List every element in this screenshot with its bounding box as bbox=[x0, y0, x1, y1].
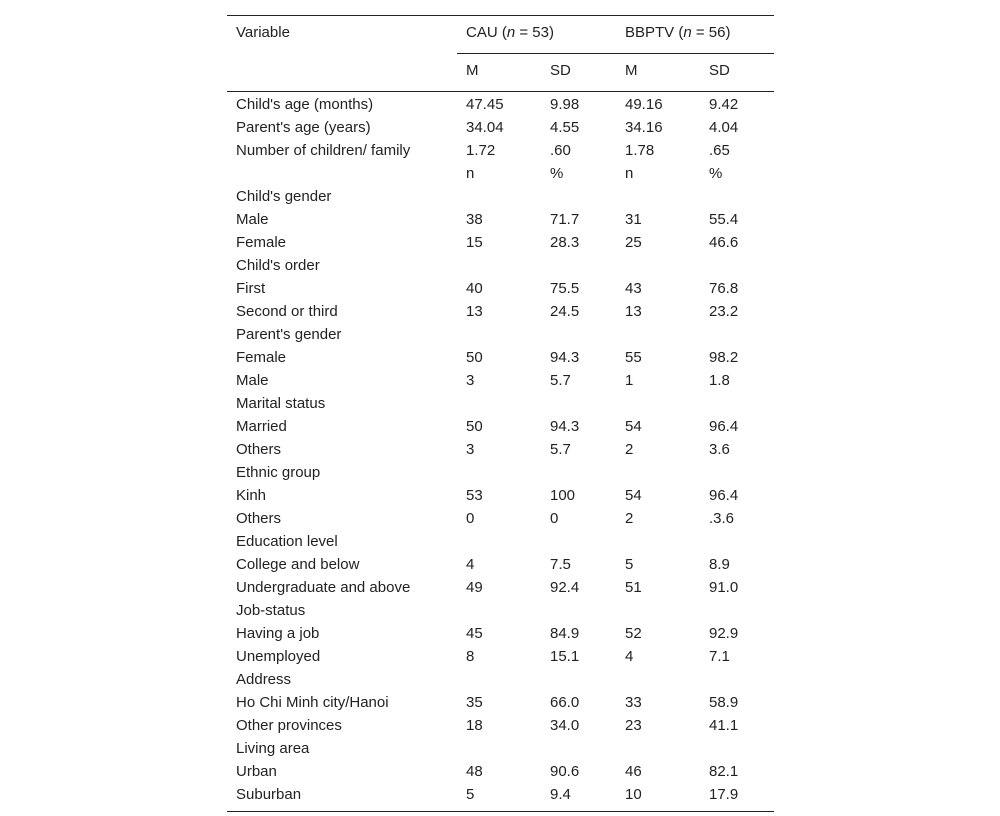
bbptv-mean-cell: 43 bbox=[625, 280, 642, 297]
cau-mean-cell: 4 bbox=[466, 556, 475, 573]
bbptv-sd-cell: 96.4 bbox=[709, 487, 739, 504]
bbptv-mean-cell: 2 bbox=[625, 441, 634, 458]
bbptv-mean-cell: 49.16 bbox=[625, 96, 663, 113]
bbptv-mean-cell: 52 bbox=[625, 625, 642, 642]
cau-mean-cell bbox=[457, 530, 541, 553]
table-row bbox=[227, 208, 774, 231]
bbptv-sd-cell bbox=[700, 323, 774, 346]
cau-sd-cell: 24.5 bbox=[550, 303, 580, 320]
cau-sd-cell: .60 bbox=[550, 142, 571, 159]
table-row bbox=[227, 691, 774, 714]
cau-mean-cell: 49 bbox=[466, 579, 483, 596]
table-row bbox=[227, 530, 774, 553]
cau-sd-cell: 9.98 bbox=[550, 96, 580, 113]
bbptv-sd-cell: 4.04 bbox=[709, 119, 739, 136]
bbptv-mean-cell bbox=[616, 323, 700, 346]
variable-cell: Female bbox=[236, 349, 287, 366]
variable-cell: Male bbox=[236, 372, 269, 389]
table-row bbox=[227, 714, 774, 737]
table-row bbox=[227, 323, 774, 346]
cau-mean-cell: 53 bbox=[466, 487, 483, 504]
demographics-table-container bbox=[227, 15, 774, 812]
cau-mean-cell: 3 bbox=[466, 372, 475, 389]
bbptv-sd-cell bbox=[700, 599, 774, 622]
cau-mean-cell bbox=[457, 737, 541, 760]
variable-cell: Female bbox=[236, 234, 287, 251]
cau-sd-cell: 28.3 bbox=[550, 234, 580, 251]
variable-cell: Address bbox=[236, 671, 292, 688]
cau-sd-cell: 84.9 bbox=[550, 625, 580, 642]
cau-mean-cell: 13 bbox=[466, 303, 483, 320]
table-row bbox=[227, 576, 774, 599]
bbptv-mean-cell: 46 bbox=[625, 763, 642, 780]
table-row bbox=[227, 645, 774, 668]
variable-cell: Child's age (months) bbox=[236, 96, 374, 113]
cau-mean-cell: 18 bbox=[466, 717, 483, 734]
bbptv-mean-cell: 10 bbox=[616, 783, 700, 812]
bbptv-sd-cell: 91.0 bbox=[709, 579, 739, 596]
table-row bbox=[227, 300, 774, 323]
variable-cell: Undergraduate and above bbox=[236, 579, 411, 596]
table-row bbox=[227, 92, 774, 117]
cau-sd-cell bbox=[541, 599, 616, 622]
header-row-stats bbox=[227, 54, 774, 92]
table-row bbox=[227, 369, 774, 392]
table-row bbox=[227, 599, 774, 622]
bbptv-sd-cell: 9.42 bbox=[709, 96, 739, 113]
cau-sd-cell bbox=[541, 254, 616, 277]
variable-cell: Unemployed bbox=[236, 648, 321, 665]
bbptv-mean-cell: 4 bbox=[625, 648, 634, 665]
cau-sd-cell: 90.6 bbox=[550, 763, 580, 780]
table-row bbox=[227, 484, 774, 507]
cau-sd-cell bbox=[541, 392, 616, 415]
variable-cell: College and below bbox=[236, 556, 360, 573]
cau-mean-cell: 35 bbox=[466, 694, 483, 711]
cau-sd-cell bbox=[541, 668, 616, 691]
bbptv-mean-cell: 25 bbox=[625, 234, 642, 251]
bbptv-mean-cell bbox=[616, 599, 700, 622]
cau-sd-cell: 94.3 bbox=[550, 349, 580, 366]
bbptv-sd-cell: 8.9 bbox=[709, 556, 730, 573]
cau-sd-cell: 7.5 bbox=[550, 556, 571, 573]
bbptv-mean-cell bbox=[616, 254, 700, 277]
table-row bbox=[227, 461, 774, 484]
bbptv-mean-cell: 51 bbox=[625, 579, 642, 596]
variable-cell: Parent's gender bbox=[236, 326, 342, 343]
cau-mean-cell: 45 bbox=[466, 625, 483, 642]
variable-cell: Other provinces bbox=[236, 717, 342, 734]
cau-sd-cell: % bbox=[550, 165, 564, 182]
table-row bbox=[227, 185, 774, 208]
table-row bbox=[227, 346, 774, 369]
cau-sd-cell: 15.1 bbox=[550, 648, 580, 665]
cau-mean-cell: 47.45 bbox=[466, 96, 504, 113]
table-row bbox=[227, 116, 774, 139]
variable-cell: Second or third bbox=[236, 303, 338, 320]
bbptv-mean-cell bbox=[616, 392, 700, 415]
variable-cell: Marital status bbox=[236, 395, 326, 412]
cau-sd-cell: 4.55 bbox=[550, 119, 580, 136]
cau-mean-header: M bbox=[457, 54, 541, 92]
bbptv-mean-cell: 54 bbox=[625, 487, 642, 504]
cau-mean-cell: 1.72 bbox=[466, 142, 496, 159]
table-row bbox=[227, 162, 774, 185]
bbptv-sd-cell: 41.1 bbox=[709, 717, 739, 734]
cau-sd-cell: 5.7 bbox=[550, 372, 571, 389]
cau-sd-cell: 100 bbox=[550, 487, 576, 504]
cau-sd-cell: 5.7 bbox=[550, 441, 571, 458]
bbptv-sd-cell bbox=[700, 392, 774, 415]
cau-mean-cell bbox=[457, 599, 541, 622]
bbptv-sd-cell: 17.9 bbox=[700, 783, 774, 812]
variable-cell: Having a job bbox=[236, 625, 320, 642]
header-row-groups bbox=[227, 16, 774, 54]
bbptv-sd-cell: 1.8 bbox=[709, 372, 730, 389]
variable-cell: Married bbox=[236, 418, 287, 435]
cau-sd-cell: 75.5 bbox=[550, 280, 580, 297]
variable-cell: Child's order bbox=[236, 257, 320, 274]
bbptv-mean-cell: n bbox=[625, 165, 634, 182]
variable-cell: First bbox=[236, 280, 266, 297]
bbptv-sd-cell: % bbox=[709, 165, 723, 182]
cau-mean-cell: 38 bbox=[466, 211, 483, 228]
cau-sd-cell: 34.0 bbox=[550, 717, 580, 734]
bbptv-sd-cell: 96.4 bbox=[709, 418, 739, 435]
bbptv-mean-cell bbox=[616, 668, 700, 691]
variable-header: Variable bbox=[227, 16, 457, 54]
table-row bbox=[227, 507, 774, 530]
variable-cell: Male bbox=[236, 211, 269, 228]
bbptv-mean-cell: 55 bbox=[625, 349, 642, 366]
bbptv-mean-cell: 1.78 bbox=[625, 142, 655, 159]
cau-sd-header: SD bbox=[541, 54, 616, 92]
table-row bbox=[227, 415, 774, 438]
bbptv-mean-cell: 33 bbox=[625, 694, 642, 711]
cau-group-header: CAU (n = 53) bbox=[457, 16, 616, 54]
bbptv-mean-cell: 31 bbox=[625, 211, 642, 228]
bbptv-sd-cell bbox=[700, 668, 774, 691]
cau-mean-cell bbox=[457, 392, 541, 415]
table-row bbox=[227, 737, 774, 760]
cau-sd-cell: 92.4 bbox=[550, 579, 580, 596]
variable-cell: Suburban bbox=[227, 783, 457, 812]
variable-cell bbox=[227, 162, 457, 185]
variable-cell: Others bbox=[236, 510, 282, 527]
bbptv-sd-header: SD bbox=[700, 54, 774, 92]
variable-cell: Others bbox=[236, 441, 282, 458]
bbptv-sd-cell: 23.2 bbox=[709, 303, 739, 320]
bbptv-mean-header: M bbox=[616, 54, 700, 92]
cau-mean-cell: 34.04 bbox=[466, 119, 504, 136]
cau-mean-cell: 5 bbox=[457, 783, 541, 812]
variable-cell: Education level bbox=[236, 533, 338, 550]
bbptv-mean-cell bbox=[616, 185, 700, 208]
table-row bbox=[227, 553, 774, 576]
cau-sd-cell: 71.7 bbox=[550, 211, 580, 228]
cau-sd-cell: 94.3 bbox=[550, 418, 580, 435]
cau-sd-cell bbox=[541, 185, 616, 208]
bbptv-mean-cell: 34.16 bbox=[625, 119, 663, 136]
cau-sd-cell: 9.4 bbox=[541, 783, 616, 812]
table-body bbox=[227, 92, 774, 812]
variable-cell: Parent's age (years) bbox=[236, 119, 371, 136]
table-row bbox=[227, 277, 774, 300]
cau-sd-cell bbox=[541, 323, 616, 346]
bbptv-mean-cell bbox=[616, 737, 700, 760]
bbptv-mean-cell: 1 bbox=[625, 372, 634, 389]
bbptv-sd-cell bbox=[700, 461, 774, 484]
bbptv-mean-cell: 54 bbox=[625, 418, 642, 435]
table-row bbox=[227, 392, 774, 415]
variable-cell: Ethnic group bbox=[236, 464, 321, 481]
bbptv-mean-cell bbox=[616, 461, 700, 484]
cau-mean-cell: 0 bbox=[466, 510, 475, 527]
cau-sd-cell bbox=[541, 530, 616, 553]
table-row bbox=[227, 783, 774, 812]
cau-sd-cell: 0 bbox=[550, 510, 559, 527]
variable-cell: Job-status bbox=[236, 602, 306, 619]
bbptv-group-header: BBPTV (n = 56) bbox=[616, 16, 774, 54]
demographics-table bbox=[227, 15, 774, 812]
variable-cell: Living area bbox=[236, 740, 310, 757]
cau-mean-cell: 40 bbox=[466, 280, 483, 297]
bbptv-sd-cell: 55.4 bbox=[709, 211, 739, 228]
table-row bbox=[227, 622, 774, 645]
bbptv-sd-cell: 58.9 bbox=[709, 694, 739, 711]
variable-cell: Urban bbox=[236, 763, 277, 780]
variable-cell: Number of children/ family bbox=[236, 142, 411, 159]
variable-cell: Kinh bbox=[236, 487, 267, 504]
bbptv-sd-cell: .65 bbox=[709, 142, 730, 159]
table-row bbox=[227, 231, 774, 254]
bbptv-mean-cell: 2 bbox=[625, 510, 634, 527]
cau-mean-cell bbox=[457, 323, 541, 346]
table-row bbox=[227, 254, 774, 277]
cau-sd-cell bbox=[541, 737, 616, 760]
bbptv-sd-cell bbox=[700, 530, 774, 553]
cau-mean-cell: 3 bbox=[466, 441, 475, 458]
cau-mean-cell: 15 bbox=[466, 234, 483, 251]
variable-cell: Ho Chi Minh city/Hanoi bbox=[236, 694, 389, 711]
bbptv-sd-cell bbox=[700, 185, 774, 208]
cau-sd-cell bbox=[541, 461, 616, 484]
table-row bbox=[227, 438, 774, 461]
cau-mean-cell: n bbox=[466, 165, 475, 182]
bbptv-sd-cell bbox=[700, 737, 774, 760]
cau-mean-cell: 48 bbox=[466, 763, 483, 780]
table-row bbox=[227, 760, 774, 783]
bbptv-sd-cell: 92.9 bbox=[709, 625, 739, 642]
bbptv-sd-cell: 46.6 bbox=[709, 234, 739, 251]
cau-mean-cell bbox=[457, 185, 541, 208]
bbptv-sd-cell: 76.8 bbox=[709, 280, 739, 297]
table-header bbox=[227, 16, 774, 92]
cau-mean-cell: 50 bbox=[466, 418, 483, 435]
bbptv-sd-cell: 82.1 bbox=[709, 763, 739, 780]
bbptv-sd-cell: 7.1 bbox=[709, 648, 730, 665]
bbptv-sd-cell: 3.6 bbox=[709, 441, 730, 458]
bbptv-sd-cell bbox=[700, 254, 774, 277]
table-row bbox=[227, 139, 774, 162]
bbptv-mean-cell: 23 bbox=[625, 717, 642, 734]
table-row bbox=[227, 668, 774, 691]
variable-subheader bbox=[227, 54, 457, 92]
bbptv-mean-cell bbox=[616, 530, 700, 553]
variable-cell: Child's gender bbox=[236, 188, 332, 205]
bbptv-mean-cell: 13 bbox=[625, 303, 642, 320]
bbptv-sd-cell: 98.2 bbox=[709, 349, 739, 366]
cau-mean-cell: 8 bbox=[466, 648, 475, 665]
cau-mean-cell bbox=[457, 461, 541, 484]
bbptv-sd-cell: .3.6 bbox=[709, 510, 735, 527]
cau-mean-cell bbox=[457, 668, 541, 691]
cau-mean-cell bbox=[457, 254, 541, 277]
cau-mean-cell: 50 bbox=[466, 349, 483, 366]
cau-sd-cell: 66.0 bbox=[550, 694, 580, 711]
bbptv-mean-cell: 5 bbox=[625, 556, 634, 573]
